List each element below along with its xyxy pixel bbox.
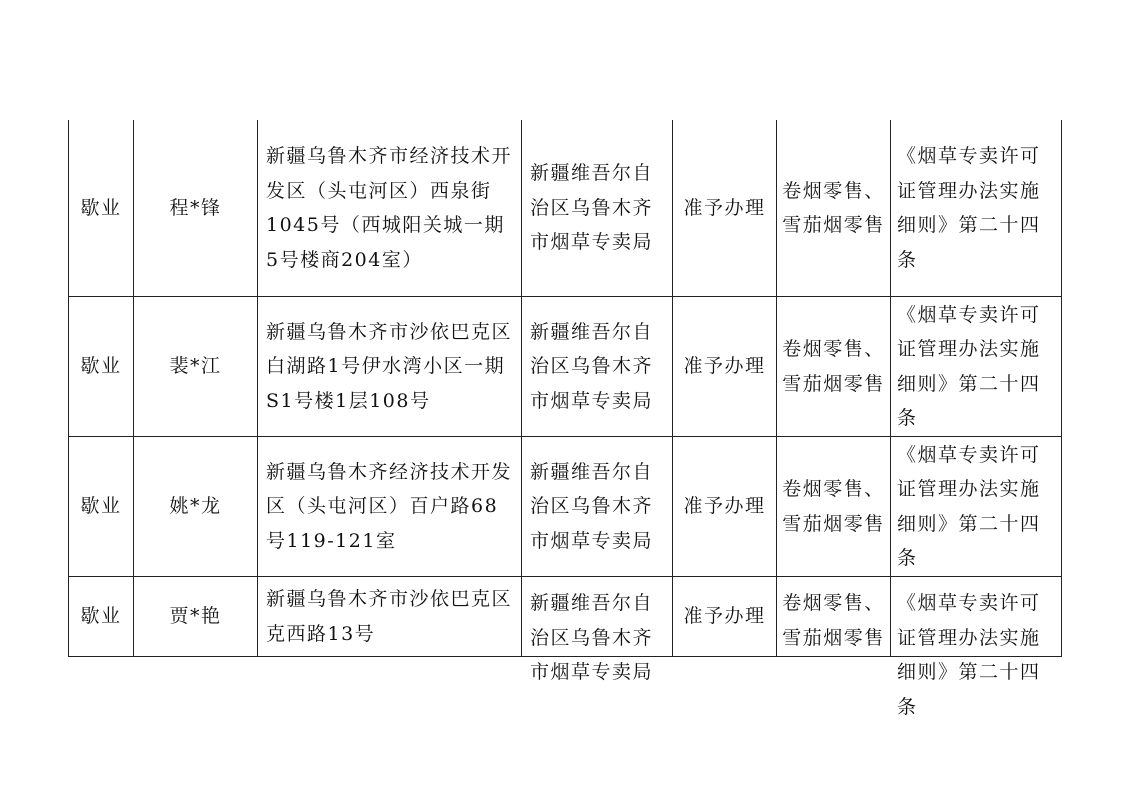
scope-cell <box>777 577 891 657</box>
decision-cell: 准予办理 <box>673 437 777 577</box>
type-cell: 歇业 <box>69 297 134 437</box>
authority-clip: 新疆维吾尔自治区乌鲁木齐市烟草专卖局 <box>530 592 654 683</box>
basis-clip: 《烟草专卖许可证管理办法实施细则》第二十四条 <box>897 592 1041 718</box>
name-cell: 裴*江 <box>134 297 258 437</box>
table-row <box>69 297 1062 437</box>
basis-cell: 《烟草专卖许可证管理办法实施细则》第二十四条 <box>891 437 1062 577</box>
authority-cell: 新疆维吾尔自治区乌鲁木齐市烟草专卖局 <box>522 437 673 577</box>
scope-cell: 卷烟零售、雪茄烟零售 <box>777 437 891 577</box>
authority-cell: 新疆维吾尔自治区乌鲁木齐市烟草专卖局 <box>522 297 673 437</box>
name-cell: 程*锋 <box>134 120 258 297</box>
basis-cell: 《烟草专卖许可证管理办法实施细则》第二十四条 <box>891 120 1062 297</box>
basis-cell <box>891 577 1062 718</box>
authority-cell: 新疆维吾尔自治区乌鲁木齐市烟草专卖局 <box>522 120 673 297</box>
decision-cell: 准予办理 <box>673 577 777 657</box>
decision-cell: 准予办理 <box>673 297 777 437</box>
address-cell: 新疆乌鲁木齐经济技术开发区（头屯河区）百户路68号119-121室 <box>258 437 522 577</box>
address-cell: 新疆乌鲁木齐市沙依巴克区克西路13号 <box>258 577 522 657</box>
scope-cell: 卷烟零售、雪茄烟零售 <box>777 297 891 437</box>
authority-cell <box>522 577 673 683</box>
scope-clip: 卷烟零售、雪茄烟零售 <box>782 592 885 649</box>
address-cell: 新疆乌鲁木齐市沙依巴克区白湖路1号伊水湾小区一期S1号楼1层108号 <box>258 297 522 437</box>
table-row <box>69 437 1062 577</box>
type-cell: 歇业 <box>69 120 134 297</box>
name-cell: 贾*艳 <box>134 577 258 657</box>
table-row <box>69 120 1062 297</box>
basis-cell: 《烟草专卖许可证管理办法实施细则》第二十四条 <box>891 297 1062 437</box>
table-row <box>69 577 1062 657</box>
address-cell: 新疆乌鲁木齐市经济技术开发区（头屯河区）西泉街1045号（西城阳关城一期5号楼商204室） <box>258 120 522 297</box>
license-table <box>68 120 1062 718</box>
name-cell: 姚*龙 <box>134 437 258 577</box>
decision-cell: 准予办理 <box>673 120 777 297</box>
type-cell: 歇业 <box>69 437 134 577</box>
type-cell: 歇业 <box>69 577 134 657</box>
scope-cell: 卷烟零售、雪茄烟零售 <box>777 120 891 297</box>
